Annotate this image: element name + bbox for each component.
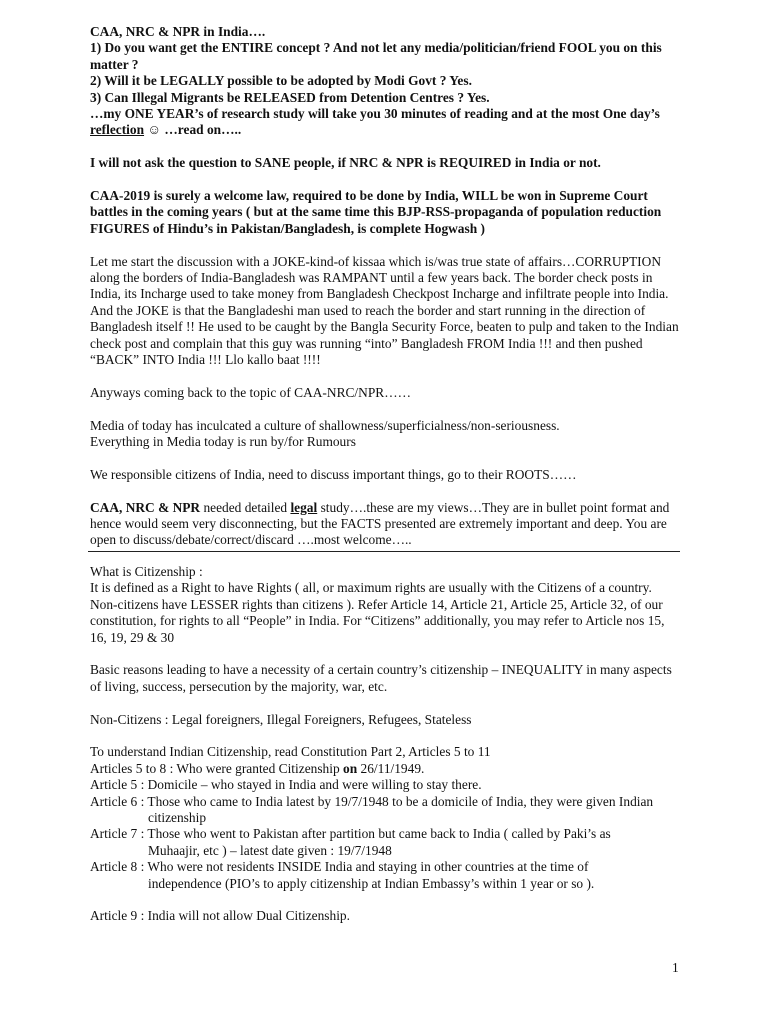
article-7-line-2: Muhaajir, etc ) – latest date given : 19/7/1948 — [148, 842, 392, 858]
article-8-line-2: independence (PIO’s to apply citizenship at Indian Embassy’s within 1 year or so ). — [148, 875, 595, 891]
document-page — [90, 24, 680, 925]
article-9: Article 9 : India will not allow Dual Citizenship. — [90, 908, 350, 924]
media-line-2: Everything in Media today is run by/for Rumours — [90, 434, 356, 450]
question-1: 1) Do you want get the ENTIRE concept ? And not let any media/politician/friend FOOL you on this matter ? — [90, 40, 662, 72]
article-8-line-1: Article 8 : Who were not residents INSIDE India and staying in other countries at the time of — [90, 859, 589, 875]
citizenship-heading: What is Citizenship : — [90, 563, 203, 579]
doc-title: CAA, NRC & NPR in India…. — [90, 24, 266, 39]
study-lead: CAA, NRC & NPR — [90, 499, 201, 515]
study-mid: needed detailed — [200, 499, 291, 515]
legal-link[interactable]: legal — [290, 499, 318, 515]
research-line — [90, 106, 680, 139]
research-tail: ☺ …read on….. — [144, 122, 242, 138]
article-7-line-1: Article 7 : Those who went to Pakistan after partition but came back to India ( called by Paki’s as — [90, 826, 611, 842]
anyways-paragraph: Anyways coming back to the topic of CAA-NRC/NPR…… — [90, 384, 411, 400]
joke-paragraph: Let me start the discussion with a JOKE-kind-of kissaa which is/was true state of affairs…CORRUPTION along the borders of India-Bangladesh was RAMPANT until a few years back. The border check posts in India, its Incharge used to take money from Bangladesh Checkpost Incharge and infiltrate people into India. And the JOKE is that the Bangladeshi man used to reach the border and start running in the direction of Bangladesh itself !! He used to be caught by the Bangla Security Force, beaten to pulp and taken to the Indian check post and complain that this guy was running “into” Bangladesh FROM India !!! and then pushed “BACK” INTO India !!! Llo kallo baat !!!! — [90, 253, 679, 368]
articles-5-to-8 — [90, 761, 680, 777]
study-rest: study….these are my views…They are in bullet point format and hence would seem very disconnecting, but the FACTS presented are extremely important and deep. You are open to discuss/debate/correct/discard ….most welcome….. — [90, 499, 670, 548]
question-3: 3) Can Illegal Migrants be RELEASED from Detention Centres ? Yes. — [90, 89, 490, 105]
article-6-line-1: Article 6 : Those who came to India latest by 19/7/1948 to be a domicile of India, they were given Indian — [90, 793, 654, 809]
roots-paragraph: We responsible citizens of India, need to discuss important things, go to their ROOTS…… — [90, 466, 577, 482]
articles-5-to-8-text: Articles 5 to 8 : Who were granted Citizenship — [90, 760, 343, 776]
study-paragraph — [90, 500, 680, 549]
page-number: 1 — [672, 960, 679, 975]
article-6-line-2: citizenship — [148, 809, 207, 825]
article-5: Article 5 : Domicile – who stayed in India and were willing to stay there. — [90, 777, 482, 793]
citizenship-body: It is defined as a Right to have Rights ( all, or maximum rights are usually with the Citizens of a country. Non-citizens have LESSER rights than citizens ). Refer Article 14, Article 21, Article 25, Article 32, of our constitution, for rights to all “People” in India. For “Citizens” additionally, you may refer to Article nos 15, 16, 19, 29 & 30 — [90, 580, 665, 645]
section-divider — [88, 551, 680, 552]
articles-intro: To understand Indian Citizenship, read Constitution Part 2, Articles 5 to 11 — [90, 744, 491, 760]
sane-paragraph: I will not ask the question to SANE people, if NRC & NPR is REQUIRED in India or not. — [90, 155, 601, 171]
media-line-1: Media of today has inculcated a culture of shallowness/superficialness/non-seriousness. — [90, 417, 560, 433]
articles-5-to-8-date: 26/11/1949. — [357, 760, 425, 776]
articles-on-word: on — [343, 760, 358, 776]
question-2: 2) Will it be LEGALLY possible to be adopted by Modi Govt ? Yes. — [90, 73, 472, 89]
non-citizens-paragraph: Non-Citizens : Legal foreigners, Illegal Foreigners, Refugees, Stateless — [90, 711, 472, 727]
basic-reasons-paragraph: Basic reasons leading to have a necessity of a certain country’s citizenship – INEQUALITY in many aspects of living, success, persecution by the majority, war, etc. — [90, 662, 672, 694]
caa2019-paragraph: CAA-2019 is surely a welcome law, required to be done by India, WILL be won in Supreme Court battles in the coming years ( but at the same time this BJP-RSS-propaganda of population reduction FIGURES of Hindu’s in Pakistan/Bangladesh, is complete Hogwash ) — [90, 188, 662, 236]
reflection-link[interactable]: reflection — [90, 122, 145, 138]
research-text: …my ONE YEAR’s of research study will take you 30 minutes of reading and at the most One day’s — [90, 106, 660, 122]
